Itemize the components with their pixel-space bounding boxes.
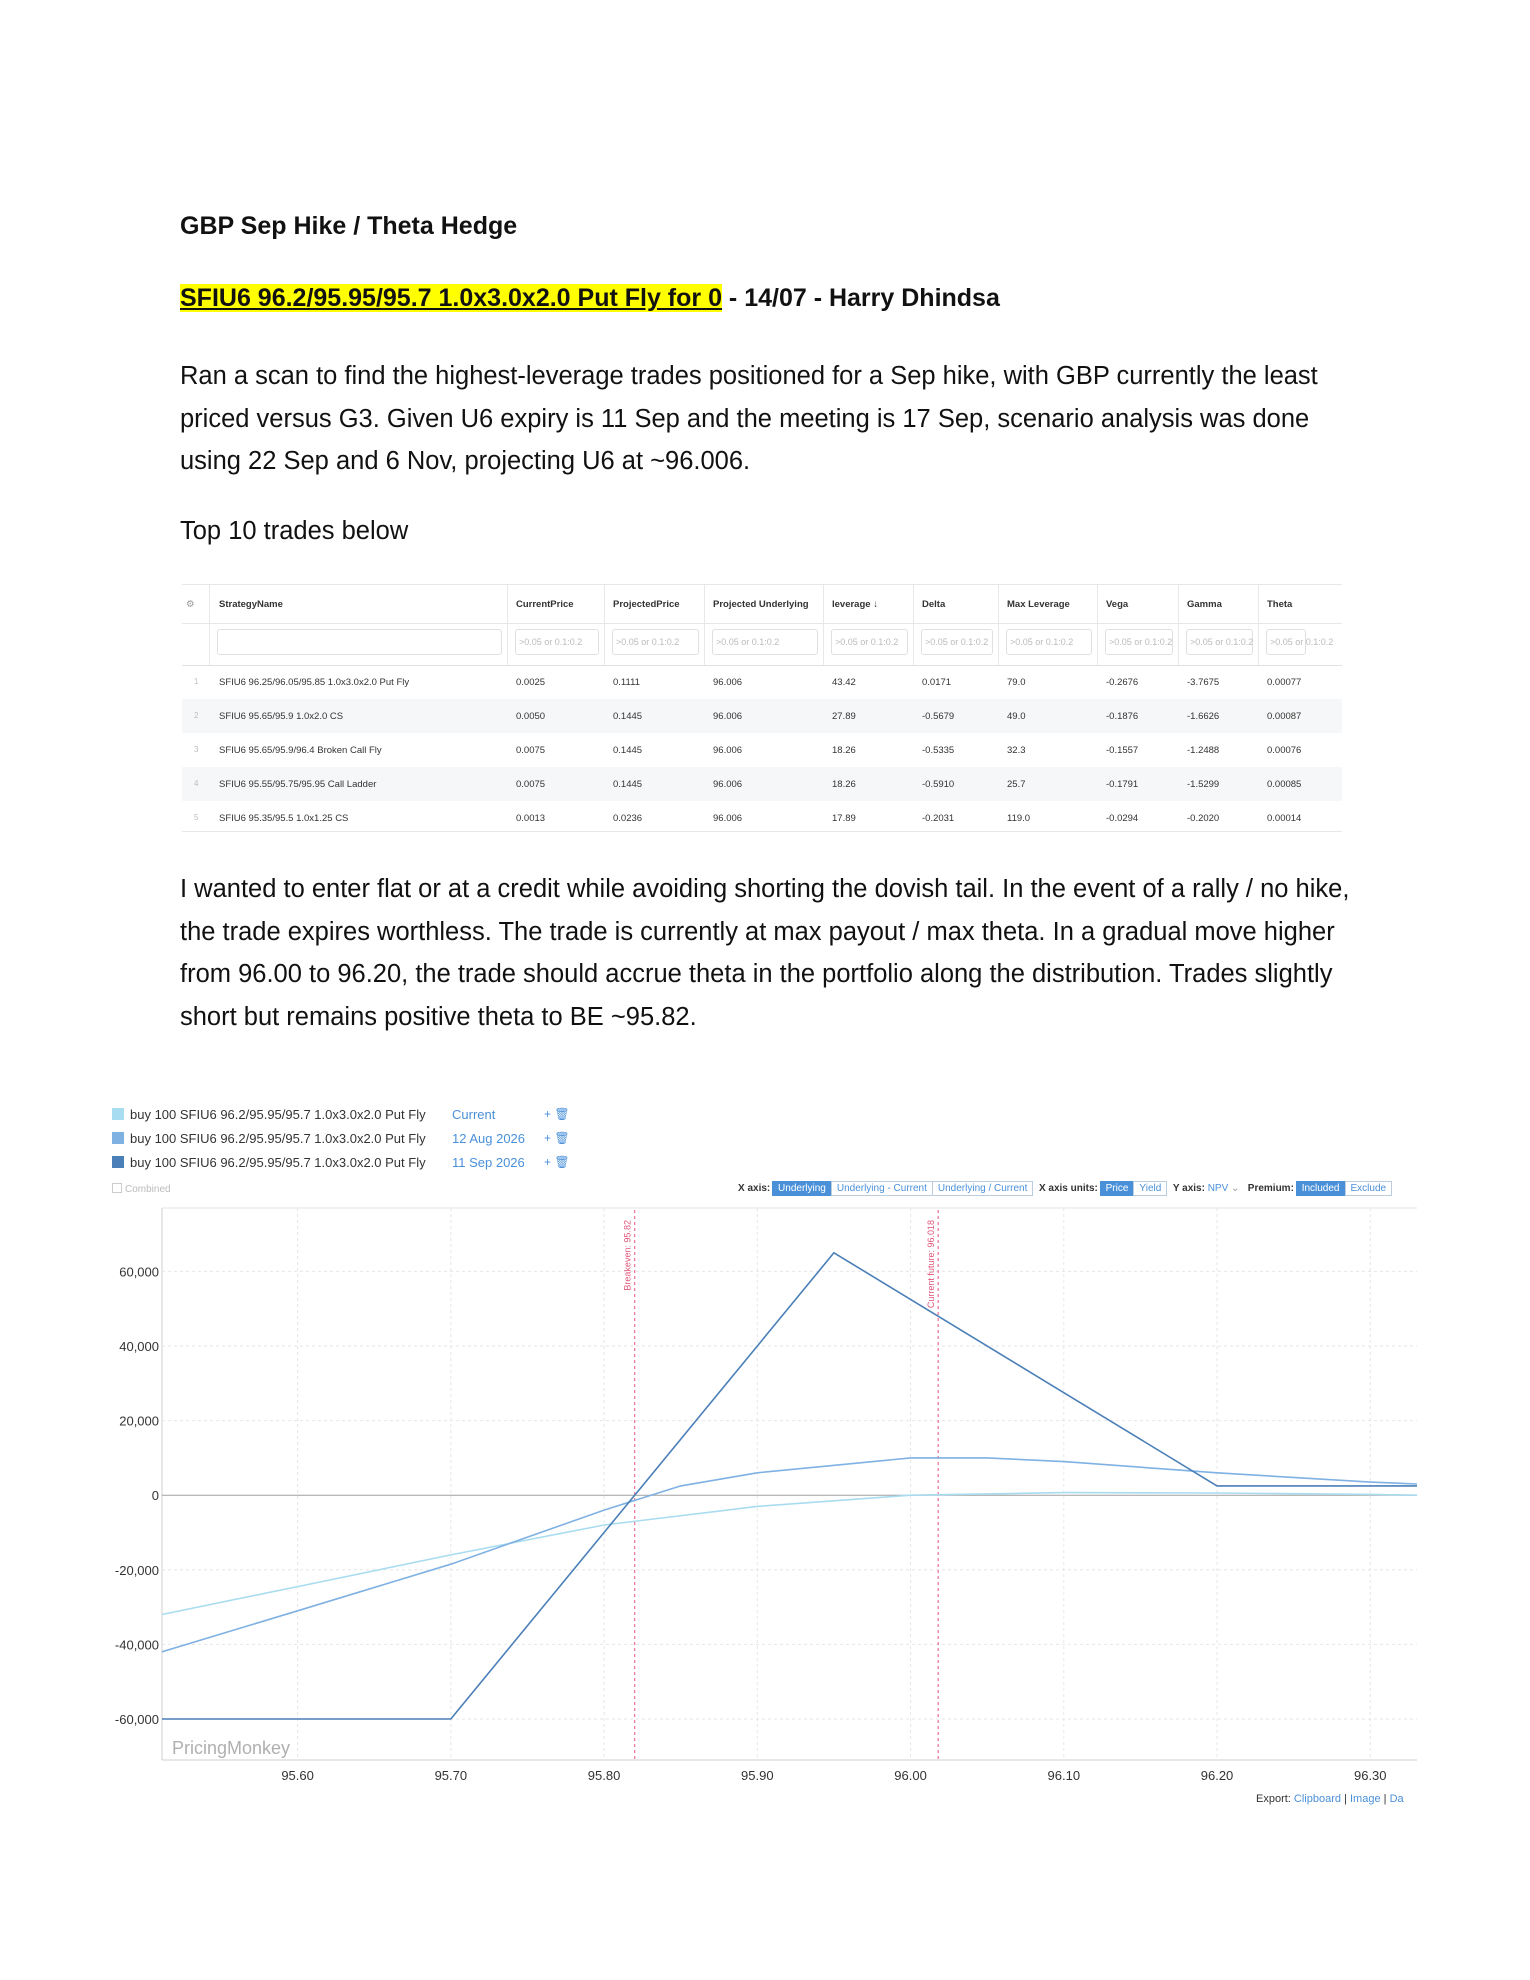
leverage: 18.26: [832, 779, 856, 790]
trade-heading-rest: - 14/07 - Harry Dhindsa: [721, 284, 1000, 312]
xunits-label: X axis units:: [1038, 1183, 1098, 1194]
strategy-name: SFIU6 95.65/95.9/96.4 Broken Call Fly: [219, 745, 382, 756]
current-price: 0.0025: [516, 677, 546, 688]
theta: 0.00085: [1267, 779, 1302, 790]
projected-price: 0.1445: [613, 745, 643, 756]
filter-input[interactable]: >0.05 or 0.1:0.2: [612, 629, 699, 655]
table-header: [182, 585, 1342, 624]
filter-input[interactable]: >0.05 or 0.1:0.2: [1186, 629, 1253, 655]
x-tick-label: 95.90: [741, 1768, 774, 1783]
y-tick-label: -20,000: [114, 1562, 159, 1578]
current-price: 0.0013: [516, 813, 546, 824]
legend-item[interactable]: [112, 1107, 570, 1122]
legend-date[interactable]: 12 Aug 2026: [452, 1131, 526, 1146]
x-tick-label: 95.70: [434, 1768, 468, 1783]
trade-heading: [180, 284, 1000, 313]
delta: -0.2031: [922, 813, 955, 824]
theta: 0.00014: [1267, 813, 1302, 824]
trade-heading-highlight: SFIU6 96.2/95.95/95.7 1.0x3.0x2.0 Put Fly for 0: [180, 284, 722, 312]
current-price: 0.0075: [516, 779, 546, 790]
x-tick-label: 95.60: [281, 1768, 314, 1783]
x-tick-label: 96.20: [1200, 1768, 1234, 1783]
xaxis-option[interactable]: Underlying / Current: [932, 1181, 1033, 1196]
legend-label: buy 100 SFIU6 96.2/95.95/95.7 1.0x3.0x2.0 Put Fly: [130, 1107, 426, 1122]
leverage: 27.89: [832, 711, 856, 722]
marker-label: Breakeven: 95.82: [622, 1220, 633, 1291]
legend-swatch: [112, 1156, 124, 1168]
theta: 0.00076: [1267, 745, 1302, 756]
add-delete-icons[interactable]: + 🗑: [544, 1107, 570, 1121]
row-index: 1: [194, 677, 199, 686]
legend-swatch: [112, 1108, 124, 1120]
projected-underlying: 96.006: [713, 813, 743, 824]
row-index: 2: [194, 711, 199, 720]
col-header[interactable]: Vega: [1106, 599, 1129, 610]
series-line: [162, 1458, 1417, 1652]
strategy-name: SFIU6 95.65/95.9 1.0x2.0 CS: [219, 711, 344, 722]
y-tick-label: 60,000: [119, 1264, 159, 1280]
projected-price: 0.0236: [613, 813, 643, 824]
chart-controls: [738, 1181, 1392, 1197]
x-tick-label: 96.10: [1047, 1768, 1081, 1783]
leverage: 18.26: [832, 745, 856, 756]
table-row[interactable]: [182, 767, 1342, 801]
row-index: 4: [194, 779, 199, 788]
watermark: PricingMonkey: [172, 1738, 291, 1758]
theta: 0.00087: [1267, 711, 1302, 722]
projected-price: 0.1445: [613, 711, 643, 722]
current-price: 0.0075: [516, 745, 546, 756]
y-tick-label: -40,000: [114, 1637, 159, 1653]
leverage: 43.42: [832, 677, 856, 688]
gamma: -0.2020: [1187, 813, 1220, 824]
vega: -0.0294: [1106, 813, 1139, 824]
xaxis-label: X axis:: [738, 1183, 771, 1194]
row-index: 3: [194, 745, 199, 754]
export-label: Export:: [1256, 1793, 1291, 1805]
x-tick-label: 96.00: [894, 1768, 927, 1783]
delta: -0.5910: [922, 779, 955, 790]
vega: -0.1876: [1106, 711, 1139, 722]
delta: 0.0171: [922, 677, 952, 688]
legend-label: buy 100 SFIU6 96.2/95.95/95.7 1.0x3.0x2.0 Put Fly: [130, 1155, 426, 1170]
gamma: -1.6626: [1187, 711, 1220, 722]
leverage: 17.89: [832, 813, 856, 824]
projected-underlying: 96.006: [713, 745, 743, 756]
gamma: -1.5299: [1187, 779, 1220, 790]
combined-checkbox[interactable]: [112, 1183, 171, 1195]
projected-price: 0.1111: [613, 677, 640, 688]
current-price: 0.0050: [516, 711, 546, 722]
col-header[interactable]: Gamma: [1187, 599, 1222, 610]
series-line: [162, 1493, 1417, 1615]
series-line: [162, 1253, 1417, 1719]
xaxis-option[interactable]: Underlying: [772, 1181, 832, 1196]
y-tick-label: 20,000: [119, 1413, 159, 1429]
projected-underlying: 96.006: [713, 677, 743, 688]
legend-date[interactable]: Current: [452, 1107, 496, 1122]
vega: -0.1791: [1106, 779, 1139, 790]
max-leverage: 49.0: [1007, 711, 1026, 722]
premium-option[interactable]: Exclude: [1345, 1181, 1393, 1196]
projected-price: 0.1445: [613, 779, 643, 790]
yaxis-select[interactable]: NPV: [1207, 1183, 1229, 1194]
table-row[interactable]: [182, 733, 1342, 767]
delta: -0.5679: [922, 711, 955, 722]
max-leverage: 25.7: [1007, 779, 1026, 790]
y-tick-label: 40,000: [119, 1339, 159, 1354]
marker-label: Current future: 96.018: [926, 1220, 937, 1309]
vega: -0.1557: [1106, 745, 1139, 756]
combined-label: Combined: [125, 1184, 171, 1195]
rationale-paragraph: I wanted to enter flat or at a credit while avoiding shorting the dovish tail. In the event of a rally / no hike, the trade expires worthless. The trade is currently at max payout / max theta. In a gradual move higher from 96.00 to 96.20, the trade should accrue theta in the portfolio along the distribution. Trades slightly short but remains positive theta to BE ~95.82.: [180, 875, 1350, 1031]
top-trades-caption: Top 10 trades below: [180, 517, 409, 545]
filter-input[interactable]: >0.05 or 0.1:0.2: [1105, 629, 1173, 655]
col-header[interactable]: Theta: [1267, 599, 1293, 610]
y-tick-label: -60,000: [114, 1711, 159, 1727]
filter-input[interactable]: >0.05 or 0.1:0.2: [515, 629, 599, 655]
add-delete-icons[interactable]: + 🗑: [544, 1155, 570, 1169]
export-data-link[interactable]: Da: [1389, 1793, 1404, 1805]
gamma: -3.7675: [1187, 677, 1220, 688]
legend-item[interactable]: [112, 1131, 570, 1146]
export-image-link[interactable]: Image: [1350, 1793, 1381, 1805]
row-index: 5: [194, 813, 199, 822]
strategy-name: SFIU6 95.55/95.75/95.95 Call Ladder: [219, 779, 377, 790]
filter-input[interactable]: >0.05 or 0.1:0.2: [1006, 629, 1092, 655]
col-header[interactable]: leverage ↓: [832, 599, 878, 610]
table-row[interactable]: [182, 801, 1342, 832]
col-header[interactable]: StrategyName: [219, 599, 283, 610]
max-leverage: 79.0: [1007, 677, 1026, 688]
y-tick-label: 0: [151, 1488, 159, 1504]
scan-results-table: [182, 584, 1342, 831]
col-header[interactable]: Delta: [922, 599, 946, 610]
xunits-option[interactable]: Price: [1100, 1181, 1135, 1196]
theta: 0.00077: [1267, 677, 1302, 688]
projected-underlying: 96.006: [713, 779, 743, 790]
add-delete-icons[interactable]: + 🗑: [544, 1131, 570, 1145]
doc-title: GBP Sep Hike / Theta Hedge: [180, 212, 518, 240]
legend-label: buy 100 SFIU6 96.2/95.95/95.7 1.0x3.0x2.0 Put Fly: [130, 1131, 426, 1146]
projected-underlying: 96.006: [713, 711, 743, 722]
intro-paragraph: Ran a scan to find the highest-leverage trades positioned for a Sep hike, with GBP currently the least priced versus G3. Given U6 expiry is 11 Sep and the meeting is 17 Sep, scenario analysis was done using 22 Sep and 6 Nov, projecting U6 at ~96.006.: [180, 362, 1318, 475]
filter-input[interactable]: >0.05 or 0.1:0.2: [1266, 629, 1306, 655]
col-header[interactable]: CurrentPrice: [516, 599, 574, 610]
filter-input[interactable]: [217, 629, 502, 655]
max-leverage: 119.0: [1007, 813, 1031, 824]
filter-input[interactable]: >0.05 or 0.1:0.2: [921, 629, 993, 655]
x-tick-label: 96.30: [1353, 1768, 1387, 1783]
delta: -0.5335: [922, 745, 955, 756]
settings-icon[interactable]: ⚙: [186, 599, 195, 610]
col-header[interactable]: ProjectedPrice: [613, 599, 680, 610]
premium-option[interactable]: Included: [1296, 1181, 1346, 1196]
col-header[interactable]: Projected Underlying: [713, 599, 809, 610]
legend-swatch: [112, 1132, 124, 1144]
xaxis-option[interactable]: Underlying - Current: [831, 1181, 933, 1196]
xunits-option[interactable]: Yield: [1133, 1181, 1167, 1196]
max-leverage: 32.3: [1007, 745, 1026, 756]
table-row[interactable]: [182, 665, 1342, 699]
premium-label: Premium:: [1247, 1183, 1294, 1194]
gamma: -1.2488: [1187, 745, 1220, 756]
chevron-down-icon[interactable]: ⌄: [1228, 1183, 1240, 1194]
export-bar: Export: Clipboard | Image | Da: [1256, 1793, 1404, 1805]
filter-input[interactable]: >0.05 or 0.1:0.2: [831, 629, 908, 655]
export-clipboard-link[interactable]: Clipboard: [1293, 1793, 1342, 1805]
strategy-name: SFIU6 96.25/96.05/95.85 1.0x3.0x2.0 Put Fly: [219, 677, 410, 688]
filter-input[interactable]: >0.05 or 0.1:0.2: [712, 629, 818, 655]
legend-item[interactable]: [112, 1155, 570, 1170]
legend-date[interactable]: 11 Sep 2026: [452, 1155, 525, 1170]
strategy-name: SFIU6 95.35/95.5 1.0x1.25 CS: [219, 813, 349, 824]
col-header[interactable]: Max Leverage: [1007, 599, 1070, 610]
x-tick-label: 95.80: [587, 1768, 621, 1783]
vega: -0.2676: [1106, 677, 1139, 688]
yaxis-label: Y axis:: [1172, 1183, 1205, 1194]
table-row[interactable]: [182, 699, 1342, 733]
